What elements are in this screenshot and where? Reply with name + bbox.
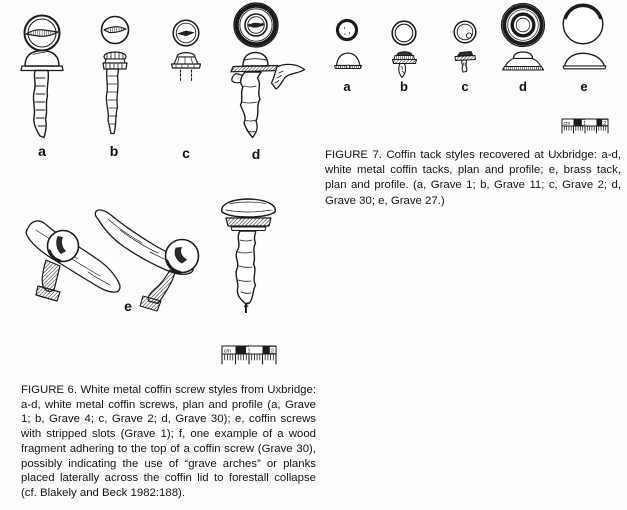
figure6-screws-ef-illustration [0,168,320,378]
scale-unit-label: cm [223,348,232,355]
caption-line: plan and profile. (a, Grave 1; b, Grave 11; c, Grave 2; d, [325,179,621,192]
caption-line: with stripped slots (Grave 1); f, one example of a wood [21,428,316,441]
fig6-label-c: c [182,145,190,161]
figure7-scale-bar [562,119,608,133]
figure6-scale-bar [222,346,276,364]
caption-line: FIGURE 7. Coffin tack styles recovered at Uxbridge: a-d, [325,149,621,161]
fig6-screw-e-right [95,210,198,311]
figure6-screws-abcd-illustration [0,0,320,168]
fig6-label-a: a [38,143,46,159]
fig6-screw-c [172,20,201,81]
figure7-tacks-illustration [320,0,627,140]
fig6-label-e: e [124,298,132,314]
scale-unit-label: cm [563,120,571,127]
scale-mark-1: 1 [583,120,587,127]
fig7-label-c: c [461,79,469,94]
fig7-tack-c [454,21,476,72]
fig7-label-a: a [343,79,351,94]
fig7-tack-d [502,4,545,71]
caption-line: FIGURE 6. White metal coffin screw styles from Uxbridge: [21,384,316,396]
fig6-screw-a [21,16,63,138]
fig6-screw-d [231,3,305,138]
caption-line: white metal coffin tacks, plan and profile; e, brass tack, [325,164,621,177]
caption-line: a-d, white metal coffin screws, plan and profile (a, Grave [21,398,316,411]
fig6-label-b: b [109,143,119,159]
fig7-label-d: d [519,79,527,94]
caption-line: fragment adhering to the top of a coffin screw (Grave 30), [21,442,316,455]
fig7-label-e: e [580,79,588,94]
fig7-tack-a [335,20,362,69]
fig6-screw-e-left [26,221,120,301]
caption-line: 1; b, Grave 4; c, Grave 2; d, Grave 30); e, coffin screws [21,413,316,426]
scale-mark-1: 1 [247,348,251,355]
caption-line: possibly indicating the use of “grave arches” or planks [21,457,316,470]
fig7-tack-b [392,21,416,77]
fig6-screw-f [222,199,276,304]
fig6-screw-b [102,17,129,134]
scale-mark-2: 2 [270,348,275,355]
fig6-label-d: d [251,146,261,162]
figure7-caption [325,148,621,209]
fig6-label-f: f [243,300,249,316]
caption-line: (cf. Blakely and Beck 1982:188). [21,486,185,499]
caption-line: placed laterally across the coffin lid to forestall collapse [21,472,316,485]
figure6-caption [21,383,316,501]
scale-mark-2: 2 [603,120,607,127]
caption-line: Grave 30; e, Grave 27.) [325,194,445,207]
fig7-label-b: b [400,79,408,94]
fig7-tack-e [563,4,606,69]
